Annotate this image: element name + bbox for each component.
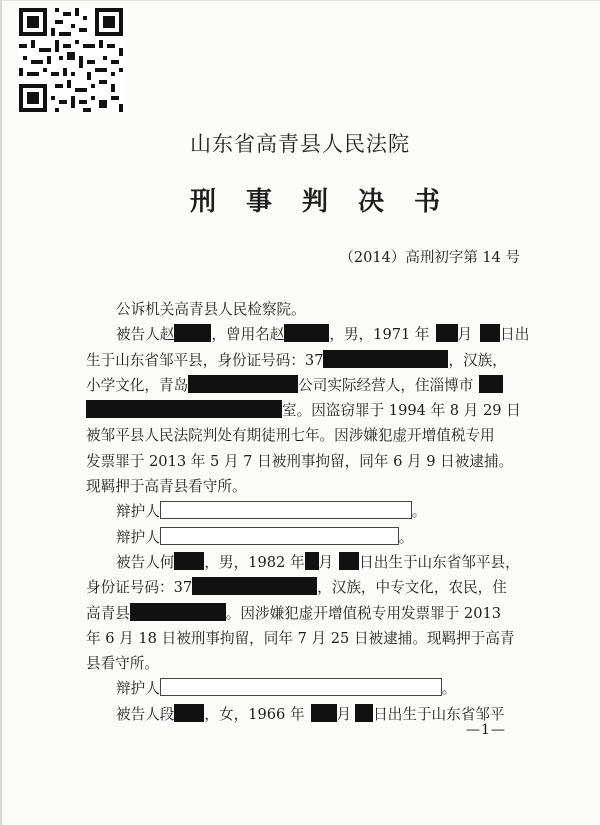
- body-text: 现羁押于高青县看守所。: [86, 478, 247, 496]
- redaction-block: [174, 552, 204, 570]
- qr-code: [19, 8, 123, 112]
- redaction-block: [479, 375, 503, 393]
- body-text: 公司实际经营人，住淄博市: [298, 376, 474, 394]
- body-line: [86, 322, 530, 347]
- redaction-box: [160, 501, 412, 519]
- body-line: [86, 575, 524, 600]
- body-text: 辩护人: [116, 680, 160, 698]
- body-text: 公诉机关高青县人民检察院。: [116, 301, 306, 318]
- redaction-block: [284, 324, 329, 342]
- case-number: （2014）高刑初字第 14 号: [339, 250, 520, 266]
- body-line: [86, 525, 524, 550]
- body-text: 日出: [500, 326, 530, 344]
- body-line: [86, 651, 524, 676]
- body-text: ，汉族，: [448, 351, 507, 369]
- body-text: 被告人何: [116, 553, 175, 571]
- redaction-block: [311, 704, 337, 722]
- judgment-body: [86, 297, 530, 727]
- redaction-block: [436, 324, 458, 342]
- body-text: 日出生于山东省邹平: [373, 705, 505, 723]
- body-text: 被告人赵: [116, 326, 175, 344]
- body-text: 被告人段: [116, 705, 175, 723]
- body-line: [86, 550, 524, 575]
- redaction-block: [480, 324, 500, 342]
- body-line: [86, 601, 524, 626]
- body-text: 。: [411, 503, 427, 521]
- body-text: 小学文化，青岛: [86, 376, 189, 394]
- body-line: [86, 423, 524, 448]
- body-text: ，曾用名赵: [211, 326, 285, 344]
- body-line: [86, 297, 524, 322]
- redaction-box: [160, 527, 399, 545]
- redaction-block: [323, 350, 448, 368]
- body-text: 日出生于山东省邹平县，: [359, 553, 520, 571]
- body-text: 月: [336, 705, 352, 723]
- body-text: 辩护人: [116, 528, 160, 546]
- body-text: 高青县: [86, 604, 130, 622]
- body-text: ，女，1966 年: [204, 705, 305, 723]
- body-text: 。因涉嫌犯虚开增值税专用发票罪于 2013: [225, 604, 502, 622]
- redaction-block: [188, 375, 298, 393]
- redaction-block: [130, 603, 226, 621]
- body-text: 辩护人: [116, 503, 160, 521]
- redaction-box: [160, 678, 442, 696]
- redaction-block: [192, 577, 317, 595]
- redaction-block: [174, 324, 211, 342]
- body-line: [86, 449, 524, 474]
- page-number: —1—: [466, 722, 506, 738]
- body-line: [86, 499, 524, 524]
- body-text: 发票罪于 2013 年 5 月 7 日被刑事拘留，同年 6 月 9 日被逮捕。: [86, 452, 514, 470]
- body-line: [86, 676, 524, 701]
- body-text: 室。因盗窃罪于 1994 年 8 月 29 日: [282, 402, 521, 420]
- body-text: ，男，1971 年: [329, 326, 430, 344]
- court-name: 山东省高青县人民法院: [190, 132, 410, 156]
- body-line: [86, 474, 524, 499]
- redaction-block: [355, 704, 373, 722]
- redaction-block: [174, 704, 204, 722]
- body-line: [86, 398, 524, 423]
- body-text: 年 6 月 18 日被刑事拘留，同年 7 月 25 日被逮捕。现羁押于高青: [86, 629, 515, 647]
- body-text: ，汉族，中专文化，农民，住: [317, 579, 507, 597]
- body-text: 身份证号码：37: [86, 579, 193, 597]
- body-text: 县看守所。: [86, 655, 159, 673]
- body-text: 。: [441, 680, 457, 698]
- document-type-title: 刑事判决书: [189, 187, 470, 217]
- body-text: 月: [457, 326, 473, 344]
- body-text: 。: [398, 528, 414, 546]
- body-line: [86, 348, 524, 373]
- redaction-block: [339, 552, 359, 570]
- body-line: [86, 626, 524, 651]
- body-text: ，男，1982 年: [204, 553, 305, 571]
- body-text: 生于山东省邹平县，身份证号码：37: [86, 351, 324, 369]
- body-line: [86, 373, 524, 398]
- body-text: 被邹平县人民法院判处有期徒刑七年。因涉嫌犯虚开增值税专用: [86, 427, 495, 445]
- body-text: 月: [318, 553, 334, 571]
- body-line: [86, 702, 524, 727]
- redaction-block: [86, 400, 282, 418]
- redaction-block: [305, 552, 319, 570]
